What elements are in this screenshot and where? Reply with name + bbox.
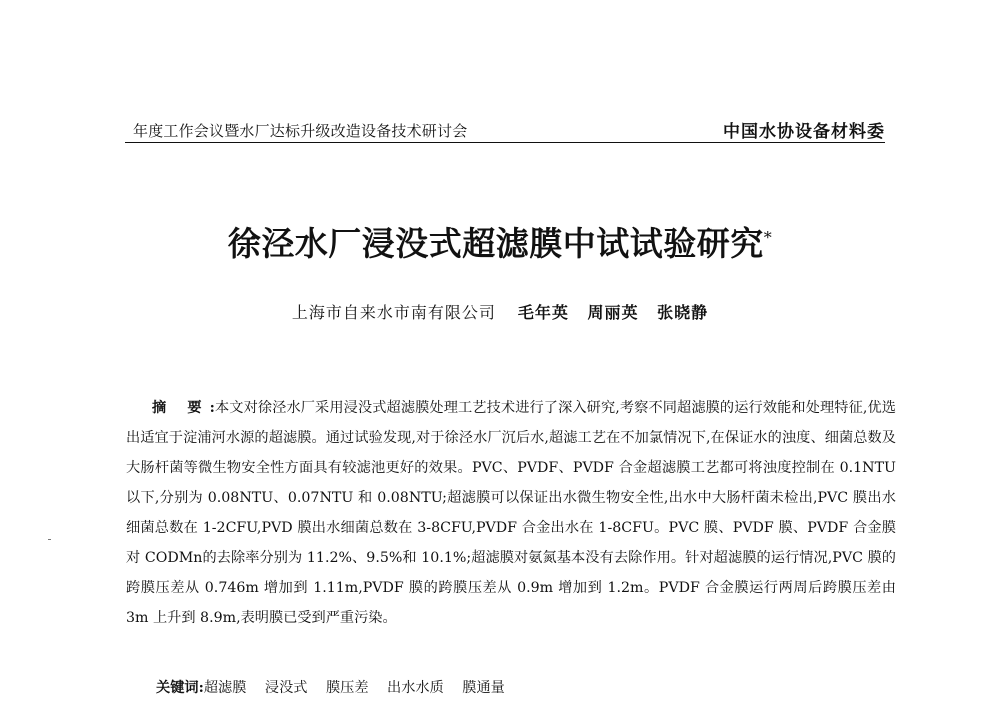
running-header [125, 116, 885, 143]
abstract [126, 393, 896, 633]
conference-name: 年度工作会议暨水厂达标升级改造设备技术研讨会 [133, 122, 468, 140]
keywords-list: 超滤膜 浸没式 膜压差 出水水质 膜通量 [203, 680, 505, 696]
scan-speck [48, 539, 51, 540]
paper-title [0, 218, 1000, 265]
author-names: 毛年英 周丽英 张晓静 [517, 303, 709, 322]
keywords [156, 677, 505, 697]
committee-name: 中国水协设备材料委 [723, 122, 885, 142]
title-footnote-mark: * [763, 228, 773, 247]
abstract-body: 本文对徐泾水厂采用浸没式超滤膜处理工艺技术进行了深入研究,考察不同超滤膜的运行效能和处理特征,优选出适宜于淀浦河水源的超滤膜。通过试验发现,对于徐泾水厂沉后水,超滤工艺在不加氯情况下,在保证水的浊度、细菌总数及大肠杆菌等微生物安全性方面具有较滤池更好的效果。PVC、PVDF、PVDF 合金超滤膜工艺都可将浊度控制在 0.1NTU 以下,分别为 0.08NTU、0.07NTU 和 0.08NTU;超滤膜可以保证出水微生物安全性,出水中大肠杆菌未检出,PVC 膜出水细菌总数在 1-2CFU,PVD 膜出水细菌总数在 3-8CFU,PVDF 合金出水在 1-8CFU。PVC 膜、PVDF 膜、PVDF 合金膜对 CODMn的去除率分别为 11.2%、9.5%和 10.1%;超滤膜对氨氮基本没有去除作用。针对超滤膜的运行情况,PVC 膜的跨膜压差从 0.746m 增加到 1.11m,PVDF 膜的跨膜压差从 0.9m 增加到 1.2m。PVDF 合金膜运行两周后跨膜压差由 3m 上升到 8.9m,表明膜已受到严重污染。 [126, 400, 896, 626]
affiliation: 上海市自来水市南有限公司 [291, 303, 496, 322]
paper-title-text: 徐泾水厂浸没式超滤膜中试试验研究 [227, 224, 764, 263]
abstract-label: 摘 要 [152, 400, 210, 416]
keywords-label: 关键词: [156, 680, 204, 696]
author-line [0, 300, 1000, 323]
abstract-separator: : [209, 400, 215, 416]
